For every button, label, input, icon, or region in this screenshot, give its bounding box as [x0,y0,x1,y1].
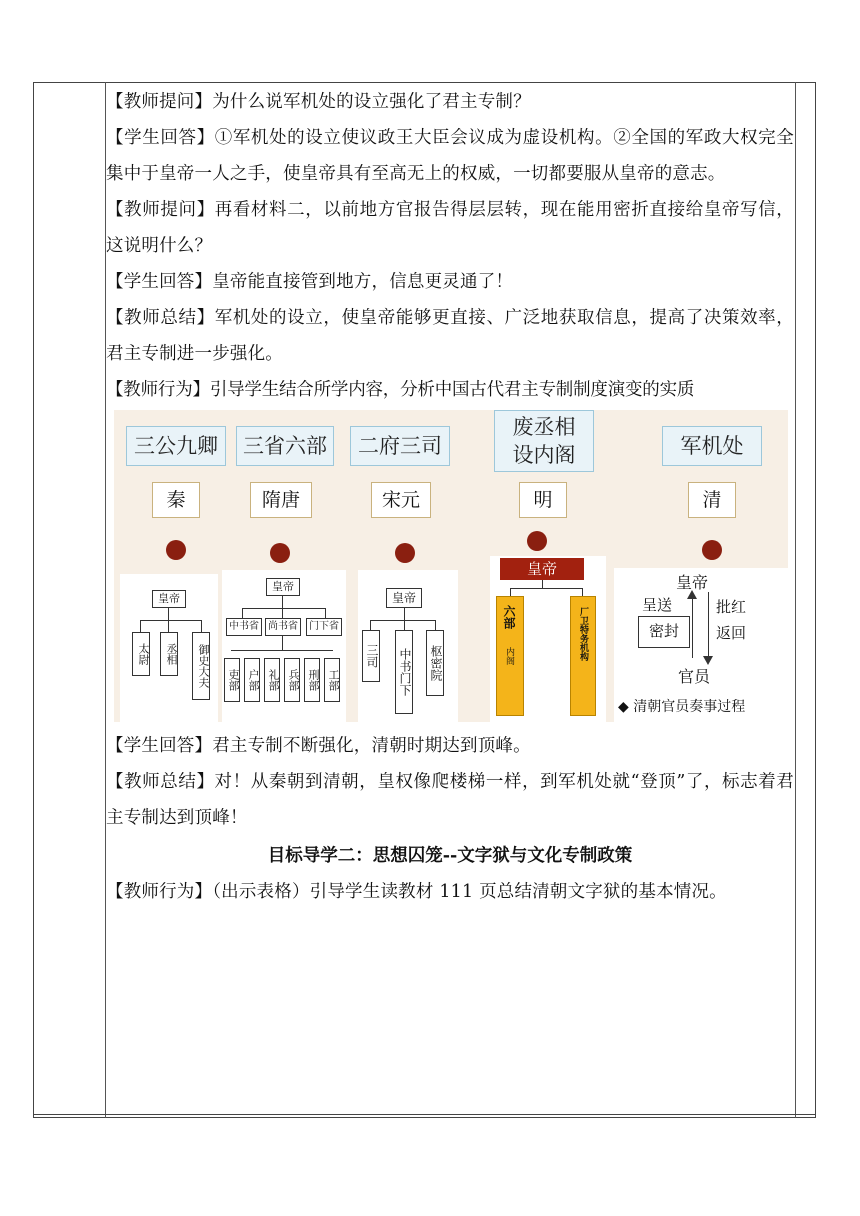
office-node: 三司 [362,630,380,682]
ministries-bar: 六部 内阁 [496,596,524,716]
timeline-dot [702,540,722,560]
office-node: 门下省 [306,618,342,636]
emperor-node: 皇帝 [152,590,186,608]
era-label: 清 [688,482,736,518]
ming-structure [490,556,606,722]
emperor-node: 皇帝 [386,588,422,608]
paragraph: 【学生回答】君主专制不断强化，清朝时期达到顶峰。 [106,736,531,756]
submit-label: 呈送 [642,596,673,614]
ministry-node: 礼部 [264,658,280,702]
office-node: 尚书省 [265,618,301,636]
qing-structure [614,568,788,722]
songyuan-structure [358,570,458,722]
paragraph: 【教师行为】（出示表格）引导学生读教材 111 页总结清朝文字狱的基本情况。 [106,882,727,902]
system-box: 三省六部 [236,426,334,466]
ministry-node: 户部 [244,658,260,702]
official-label: 官员 [678,667,711,686]
table-bottom-rule [33,1114,816,1115]
paragraph: 【学生回答】皇帝能直接管到地方，信息更灵通了！ [106,272,514,292]
evolution-diagram [114,410,788,722]
timeline-dot [527,531,547,551]
office-node: 太尉 [132,632,150,676]
up-arrow-icon [687,590,697,599]
ministry-node: 吏部 [224,658,240,702]
down-arrow-icon [703,656,713,665]
system-box: 军机处 [662,426,762,466]
era-label: 秦 [152,482,200,518]
ministry-node: 兵部 [284,658,300,702]
return-label: 返回 [716,624,747,642]
system-box: 三公九卿 [126,426,226,466]
suitang-structure [222,570,346,722]
paragraph: 【教师总结】对！从秦朝到清朝，皇权像爬楼梯一样，到军机处就“登顶”了，标志着君主专制达到顶峰！ [106,772,794,828]
section-heading: 目标导学二：思想囚笼--文字狱与文化专制政策 [267,846,633,866]
office-node: 丞相 [160,632,178,676]
secret-police-bar: 厂卫特务机构 [570,596,596,716]
office-node: 中书省 [226,618,262,636]
column-divider-right [795,82,796,1118]
emperor-label: 皇帝 [676,573,709,592]
paragraph: 【教师行为】引导学生结合所学内容，分析中国古代君主专制制度演变的实质 [106,380,695,400]
paragraph: 【教师提问】为什么说军机处的设立强化了君主专制？ [106,92,531,112]
vermilion-label: 批红 [716,598,747,616]
office-node: 中书门下 [395,630,413,714]
lesson-content [106,84,794,910]
diagram-caption: ◆ 清朝官员奏事过程 [618,699,746,715]
era-label: 宋元 [371,482,431,518]
era-label: 明 [519,482,567,518]
office-node: 御史大夫 [192,632,210,700]
qin-structure [120,574,218,722]
system-box: 二府三司 [350,426,450,466]
paragraph: 【教师提问】再看材料二，以前地方官报告得层层转，现在能用密折直接给皇帝写信，这说明什么？ [106,200,794,256]
ministry-node: 刑部 [304,658,320,702]
emperor-node: 皇帝 [266,578,300,596]
timeline-dot [166,540,186,560]
paragraph: 【学生回答】①军机处的设立使议政王大臣会议成为虚设机构。②全国的军政大权完全集中于皇帝一人之手，使皇帝具有至高无上的权威，一切都要服从皇帝的意志。 [106,128,794,184]
timeline-dot [395,543,415,563]
office-node: 枢密院 [426,630,444,696]
ministry-node: 工部 [324,658,340,702]
timeline-dot [270,543,290,563]
era-label: 隋唐 [250,482,312,518]
emperor-node: 皇帝 [500,558,584,580]
sealed-box: 密封 [638,616,690,648]
system-box: 废丞相设内阁 [494,410,594,472]
paragraph: 【教师总结】军机处的设立，使皇帝能够更直接、广泛地获取信息，提高了决策效率，君主专制进一步强化。 [106,308,794,364]
